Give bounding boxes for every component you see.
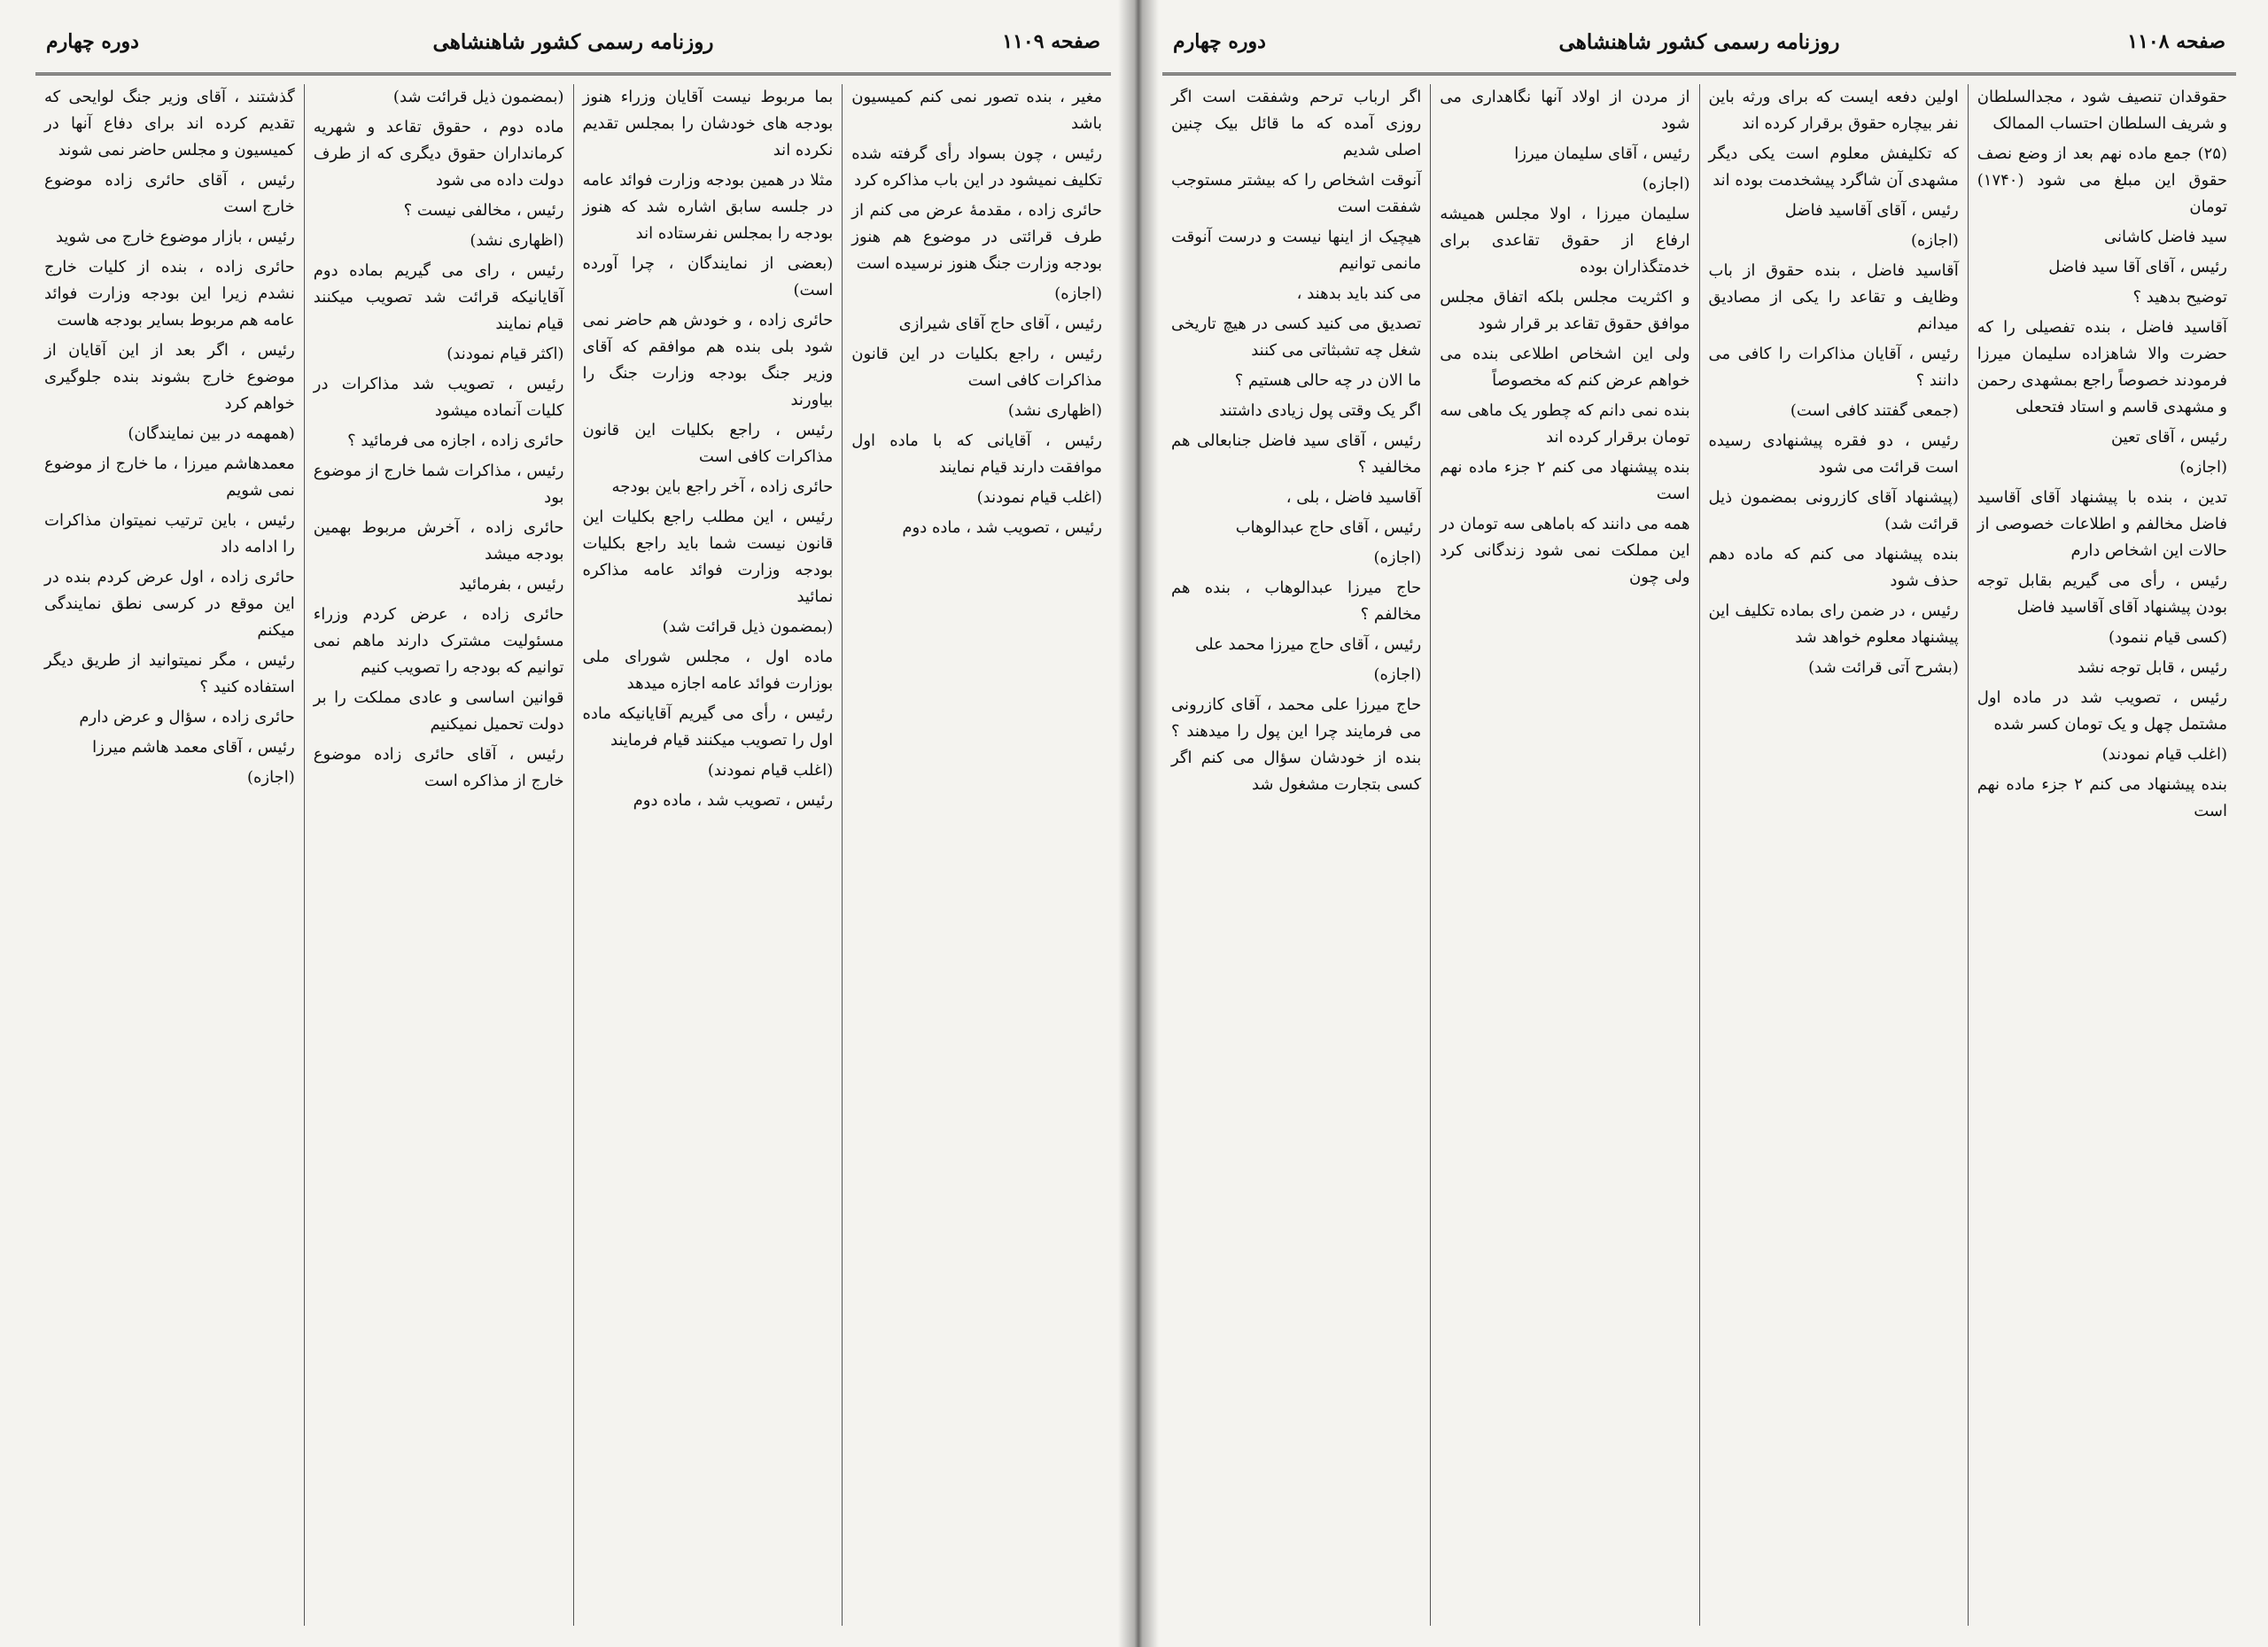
article-paragraph: سید فاضل کاشانی xyxy=(2103,228,2227,246)
article-paragraph: ماده دوم ، حقوق تقاعد و شهریه کرمانداران حقوق دیگری که از طرف دولت داده می شود xyxy=(313,118,564,190)
article-paragraph: رئیس ، آقای حائری زاده موضوع خارج از مذاکره است xyxy=(313,745,564,790)
article-paragraph: رئیس ، آقای حاج عبدالوهاب xyxy=(1235,518,1422,537)
article-paragraph: (کسی قیام ننمود) xyxy=(2109,628,2227,647)
column xyxy=(842,84,1111,1626)
article-paragraph: رئیس ، رای می گیریم بماده دوم آقایانیکه قرائت شد تصویب میکنند قیام نمایند xyxy=(313,261,564,333)
article-paragraph: حائری زاده ، مقدمهٔ عرض می کنم از طرف قرائتی در موضوع هم هنوز بودجه وزارت جنگ هنوز نرسیده است xyxy=(851,201,1102,273)
article-paragraph: رئیس ، رأی می گیریم آقایانیکه ماده اول را تصویب میکنند قیام فرمایند xyxy=(582,704,834,750)
column xyxy=(573,84,843,1626)
left-page-header xyxy=(35,18,1111,75)
article-paragraph: ولی این اشخاص اطلاعی بنده می خواهم عرض کنم که مخصوصاً xyxy=(1440,345,1690,390)
article-paragraph: (اجازه) xyxy=(1373,665,1422,684)
masthead: روزنامه رسمی کشور شاهنشاهی xyxy=(1558,30,1840,54)
article-paragraph: آنوقت اشخاص را که بیشتر مستوجب شفقت است xyxy=(1171,171,1422,216)
article-paragraph: رئیس ، آقای آقاسید فاضل xyxy=(1784,201,1959,220)
article-paragraph: اگر یک وقتی پول زیادی داشتند xyxy=(1219,401,1422,420)
article-paragraph: (اغلب قیام نمودند) xyxy=(2101,745,2227,764)
article-paragraph: بما مربوط نیست آقایان وزراء هنوز بودجه های خودشان را بمجلس تقدیم نکرده اند xyxy=(582,88,834,159)
article-paragraph: رئیس ، آقای حاج آقای شیرازی xyxy=(898,315,1102,333)
column xyxy=(1699,84,1968,1626)
article-paragraph: اگر ارباب ترحم وشفقت است اگر روزی آمده که ما قائل بیک چنین اصلی شدیم xyxy=(1171,88,1422,159)
article-paragraph: (بشرح آتی قرائت شد) xyxy=(1808,658,1959,677)
article-paragraph: (همهمه در بین نمایندگان) xyxy=(128,424,295,443)
article-paragraph: (اکثر قیام نمودند) xyxy=(447,345,564,363)
article-paragraph: (بمضمون ذیل قرائت شد) xyxy=(662,618,834,636)
article-paragraph: (اجازه) xyxy=(1373,548,1422,567)
article-paragraph: رئیس ، چون بسواد رأی گرفته شده تکلیف نمیشود در این باب مذاکره کرد xyxy=(851,144,1102,190)
article-paragraph: (اجازه) xyxy=(2179,458,2227,477)
article-paragraph: بنده پیشنهاد می کنم ۲ جزء ماده نهم است xyxy=(1977,775,2228,820)
column xyxy=(1162,84,1430,1626)
article-paragraph: حائری زاده ، اجازه می فرمائید ؟ xyxy=(347,431,564,450)
article-paragraph: بنده پیشنهاد می کنم که ماده دهم حذف شود xyxy=(1708,545,1959,590)
article-paragraph: مغیر ، بنده تصور نمی کنم کمیسیون باشد xyxy=(851,88,1102,133)
article-paragraph: هیچیک از اینها نیست و درست آنوقت مانمی توانیم xyxy=(1171,228,1422,273)
article-paragraph: (اجازه) xyxy=(246,768,295,787)
periodical-label: دوره چهارم xyxy=(1173,30,1266,53)
article-paragraph: (پیشنهاد آقای کازرونی بمضمون ذیل قرائت شد) xyxy=(1708,488,1959,533)
article-paragraph: (اجازه) xyxy=(1910,231,1959,250)
article-paragraph: آقاسید فاضل ، بنده تفصیلی را که حضرت والا شاهزاده سلیمان میرزا فرمودند خصوصاً راجع بمشهدی رحمن و مشهدی قاسم و استاد فتحعلی xyxy=(1977,318,2227,416)
article-paragraph: رئیس ، تصویب شد ، ماده دوم xyxy=(633,791,834,810)
article-paragraph: تدین ، بنده با پیشنهاد آقای آقاسید فاضل مخالفم و اطلاعات خصوصی از حالات این اشخاص دارم xyxy=(1977,488,2227,560)
article-paragraph: (جمعی گفتند کافی است) xyxy=(1790,401,1959,420)
article-paragraph: رئیس ، بفرمائید xyxy=(459,575,564,594)
article-paragraph: توضیح بدهید ؟ xyxy=(2132,288,2227,307)
article-paragraph: مثلا در همین بودجه وزارت فوائد عامه در جلسه سابق اشاره شد که هنوز بودجه را بمجلس نفرستاده اند xyxy=(582,171,834,243)
article-paragraph: رئیس ، قابل توجه نشد xyxy=(2077,658,2227,677)
article-paragraph: رئیس ، باین ترتیب نمیتوان مذاکرات را ادامه داد xyxy=(44,511,295,556)
column xyxy=(1968,84,2236,1626)
article-paragraph: (اظهاری نشد) xyxy=(470,231,564,250)
article-paragraph: رئیس ، راجع بکلیات این قانون مذاکرات کافی است xyxy=(582,421,834,466)
article-paragraph: رئیس ، رأی می گیریم بقابل توجه بودن پیشنهاد آقای آقاسید فاضل xyxy=(1977,571,2227,617)
left-page-columns xyxy=(35,84,1111,1626)
article-paragraph: رئیس ، آقای تعین xyxy=(2110,428,2227,447)
article-paragraph: (اجازه) xyxy=(1054,284,1102,303)
article-paragraph: آقاسید فاضل ، بلی ، xyxy=(1285,488,1422,507)
periodical-label: دوره چهارم xyxy=(46,30,139,53)
article-paragraph: ماده اول ، مجلس شورای ملی بوزارت فوائد عامه اجازه میدهد xyxy=(582,648,834,693)
right-page xyxy=(1138,0,2268,1647)
article-paragraph: رئیس ، آقای حائری زاده موضوع خارج است xyxy=(44,171,295,216)
article-paragraph: (اغلب قیام نمودند) xyxy=(707,761,834,780)
article-paragraph: آقاسید فاضل ، بنده حقوق از باب وظایف و تقاعد را یکی از مصادیق میدانم xyxy=(1708,261,1959,333)
article-paragraph: (۲۵) جمع ماده نهم بعد از وضع نصف حقوق این مبلغ می شود (۱۷۴۰) تومان xyxy=(1977,144,2227,216)
article-paragraph: (بعضی از نمایندگان ، چرا آورده است) xyxy=(582,254,834,299)
article-paragraph: از مردن از اولاد آنها نگاهداری می شود xyxy=(1440,88,1690,133)
article-paragraph: بنده نمی دانم که چطور یک ماهی سه تومان برقرار کرده اند xyxy=(1440,401,1690,447)
article-paragraph: رئیس ، مخالفی نیست ؟ xyxy=(403,201,564,220)
article-paragraph: رئیس ، بازار موضوع خارج می شوید xyxy=(55,228,295,246)
article-paragraph: سلیمان میرزا ، اولا مجلس همیشه ارفاع از حقوق تقاعدی برای خدمتگذاران بوده xyxy=(1440,205,1690,276)
article-paragraph: رئیس ، آقای سید فاضل جنابعالی هم مخالفید ؟ xyxy=(1171,431,1422,477)
article-paragraph: قوانین اساسی و عادی مملکت را بر دولت تحمیل نمیکنیم xyxy=(313,688,564,734)
article-paragraph: حاج میرزا عبدالوهاب ، بنده هم مخالفم ؟ xyxy=(1171,579,1422,624)
article-paragraph: (اظهاری نشد) xyxy=(1007,401,1102,420)
article-paragraph: (اغلب قیام نمودند) xyxy=(976,488,1102,507)
article-paragraph: حائری زاده ، آخر راجع باین بودجه xyxy=(611,478,834,496)
article-paragraph: رئیس ، آقایان مذاکرات را کافی می دانند ؟ xyxy=(1708,345,1959,390)
article-paragraph: رئیس ، مگر نمیتوانید از طریق دیگر استفاده کنید ؟ xyxy=(44,651,295,696)
page-number: صفحه ۱۱۰۹ xyxy=(1002,30,1100,53)
article-paragraph: حائری زاده ، و خودش هم حاضر نمی شود بلی بنده هم موافقم که آقای وزیر جنگ بودجه وزارت جنگ را بیاورند xyxy=(582,311,834,409)
right-page-columns xyxy=(1162,84,2236,1626)
article-paragraph: حائری زاده ، سؤال و عرض دارم xyxy=(79,708,295,726)
article-paragraph: حائری زاده ، آخرش مربوط بهمین بودجه میشد xyxy=(313,518,564,563)
article-paragraph: معمدهاشم میرزا ، ما خارج از موضوع نمی شویم xyxy=(44,454,295,500)
article-paragraph: رئیس ، تصویب شد در ماده اول مشتمل چهل و یک تومان کسر شده xyxy=(1977,688,2227,734)
article-paragraph: می کند باید بدهند ، xyxy=(1296,284,1422,303)
right-page-header xyxy=(1162,18,2236,75)
article-paragraph: رئیس ، راجع بکلیات در این قانون مذاکرات کافی است xyxy=(851,345,1102,390)
article-paragraph: اولین دفعه ایست که برای ورثه باین نفر بیچاره حقوق برقرار کرده اند xyxy=(1708,88,1959,133)
article-paragraph: رئیس ، آقای سلیمان میرزا xyxy=(1514,144,1690,163)
article-paragraph: حقوقدان تنصیف شود ، مجدالسلطان و شریف السلطان احتساب الممالک xyxy=(1977,88,2227,133)
article-paragraph: رئیس ، این مطلب راجع بکلیات این قانون نیست شما باید راجع بکلیات بودجه وزارت فوائد عامه مذاکره نمائید xyxy=(582,508,834,606)
article-paragraph: (اجازه) xyxy=(1642,175,1690,193)
column xyxy=(35,84,304,1626)
article-paragraph: حاج میرزا علی محمد ، آقای کازرونی می فرمایند چرا این پول را میدهند ؟ بنده از خودشان سؤال می کنم اگر کسی بتجارت مشغول شد xyxy=(1171,695,1422,794)
article-paragraph: رئیس ، تصویب شد مذاکرات در کلیات آنماده میشود xyxy=(313,375,564,420)
article-paragraph: (بمضمون ذیل قرائت شد) xyxy=(392,88,564,106)
article-paragraph: رئیس ، اگر بعد از این آقایان از موضوع خارج بشوند بنده جلوگیری خواهم کرد xyxy=(44,341,295,413)
article-paragraph: رئیس ، دو فقره پیشنهادی رسیده است قرائت می شود xyxy=(1708,431,1959,477)
column xyxy=(1430,84,1698,1626)
article-paragraph: رئیس ، مذاکرات شما خارج از موضوع بود xyxy=(313,462,564,507)
article-paragraph: تصدیق می کنید کسی در هیچ تاریخی شغل چه تشبثاتی می کنند xyxy=(1171,315,1422,360)
article-paragraph: همه می دانند که باماهی سه تومان در این مملکت نمی شود زندگانی کرد ولی چون xyxy=(1440,515,1690,587)
article-paragraph: که تکلیفش معلوم است یکی دیگر مشهدی آن شاگرد پیشخدمت بوده اند xyxy=(1708,144,1959,190)
article-paragraph: رئیس ، آقای آقا سید فاضل xyxy=(2048,258,2227,276)
article-paragraph: ما الان در چه حالی هستیم ؟ xyxy=(1234,371,1422,390)
article-paragraph: حائری زاده ، اول عرض کردم بنده در این موقع در کرسی نطق نمایندگی میکنم xyxy=(44,568,295,640)
article-paragraph: رئیس ، آقایانی که با ماده اول موافقت دارند قیام نمایند xyxy=(851,431,1102,477)
binding-gutter xyxy=(1118,0,1159,1647)
masthead: روزنامه رسمی کشور شاهنشاهی xyxy=(432,30,714,54)
article-paragraph: حائری زاده ، عرض کردم وزراء مسئولیت مشترک دارند ماهم نمی توانیم که بودجه را تصویب کنیم xyxy=(313,605,564,677)
page-number: صفحه ۱۱۰۸ xyxy=(2127,30,2225,53)
article-paragraph: حائری زاده ، بنده از کلیات خارج نشدم زیرا این بودجه وزارت فوائد عامه هم مربوط بسایر بودجه هاست xyxy=(44,258,295,330)
article-paragraph: رئیس ، در ضمن رای بماده تکلیف این پیشنهاد معلوم خواهد شد xyxy=(1708,602,1959,647)
article-paragraph: گذشتند ، آقای وزیر جنگ لوایحی که تقدیم کرده اند برای دفاع آنها در کمیسیون و مجلس حاضر نمی شوند xyxy=(44,88,295,159)
article-paragraph: رئیس ، تصویب شد ، ماده دوم xyxy=(902,518,1102,537)
article-paragraph: و اکثریت مجلس بلکه اتفاق مجلس موافق حقوق تقاعد بر قرار شود xyxy=(1440,288,1690,333)
article-paragraph: بنده پیشنهاد می کنم ۲ جزء ماده نهم است xyxy=(1440,458,1690,503)
column xyxy=(304,84,573,1626)
article-paragraph: رئیس ، آقای معمد هاشم میرزا xyxy=(92,738,295,757)
article-paragraph: رئیس ، آقای حاج میرزا محمد علی xyxy=(1195,635,1422,654)
